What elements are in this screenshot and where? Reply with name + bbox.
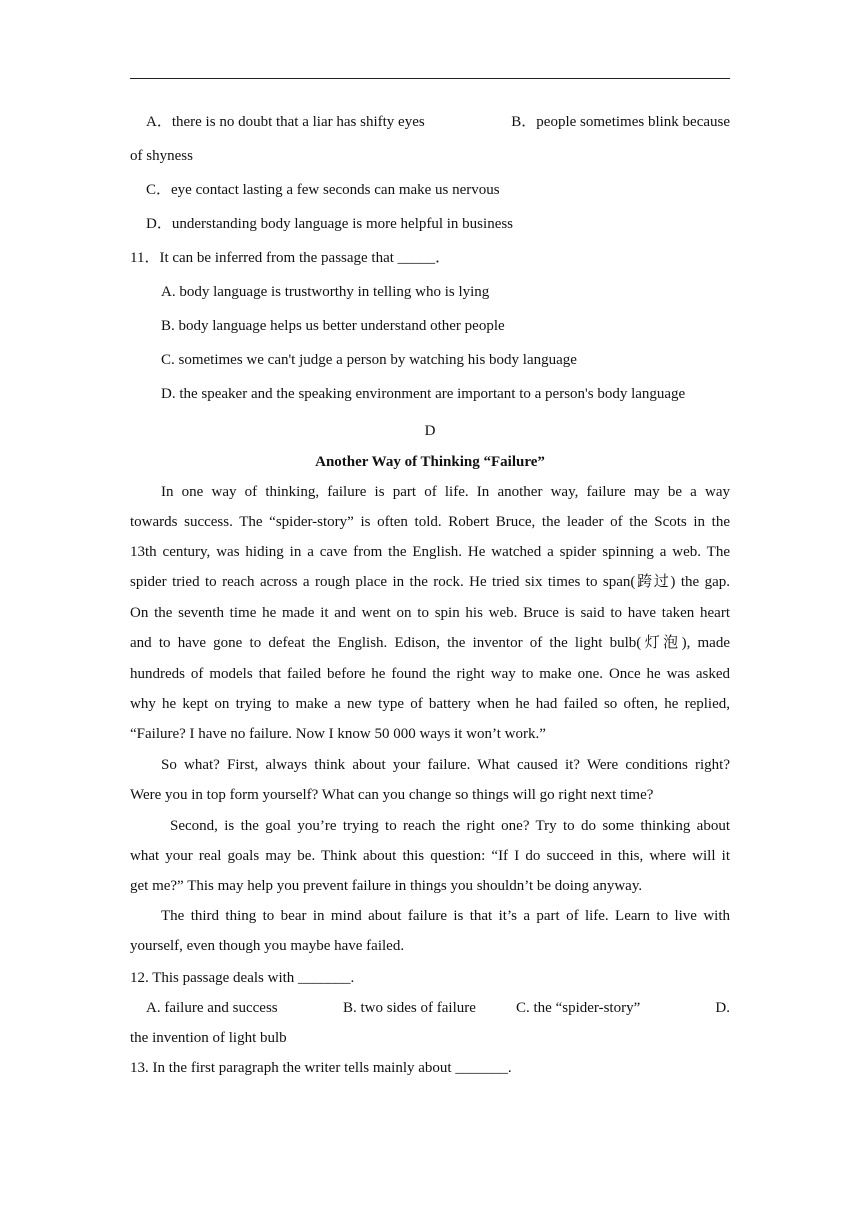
passage-title: Another Way of Thinking “Failure” [315,454,545,470]
q10-option-d[interactable]: D．understanding body language is more helpful in business [146,216,514,232]
header-rule [130,78,730,79]
q11-option-c[interactable]: C. sometimes we can't judge a person by watching his body language [161,352,577,368]
passage-line: spider tried to reach across a rough place in the rock. He tried six times to span(跨过) the gap. [130,574,730,590]
q12-option-d-continuation: the invention of light bulb [130,1030,287,1046]
passage-line: “Failure? I have no failure. Now I know 50 000 ways it won’t work.” [130,726,546,742]
q10-option-a[interactable]: A．there is no doubt that a liar has shifty eyes [146,114,425,130]
q11-option-b[interactable]: B. body language helps us better understand other people [161,318,505,334]
q12-option-c[interactable]: C. the “spider-story” [516,1000,641,1016]
passage-line: Second, is the goal you’re trying to reach the right one? Try to do some thinking about [170,818,730,834]
q10-option-b-continuation: of shyness [130,148,193,164]
q12-stem: 12. This passage deals with _______. [130,970,355,986]
q11-option-d[interactable]: D. the speaker and the speaking environment are important to a person's body language [161,386,686,402]
passage-line: The third thing to bear in mind about failure is that it’s a part of life. Learn to live with [161,908,730,924]
q12-option-d[interactable]: D. [715,1000,730,1016]
passage-line: why he kept on trying to make a new type of battery when he had failed so often, he replied, [130,696,730,712]
q10-option-c[interactable]: C．eye contact lasting a few seconds can make us nervous [146,182,500,198]
passage-line: 13th century, was hiding in a cave from the English. He watched a spider spinning a web. The [130,544,730,560]
passage-line: what your real goals may be. Think about this question: “If I do succeed in this, where will it [130,848,730,864]
passage-line: Were you in top form yourself? What can you change so things will go right next time? [130,787,654,803]
passage-line: hundreds of models that failed before he found the right way to make one. Once he was asked [130,666,730,682]
passage-line: So what? First, always think about your failure. What caused it? Were conditions right? [161,757,730,773]
passage-line: get me?” This may help you prevent failure in things you shouldn’t be doing anyway. [130,878,643,894]
passage-line: yourself, even though you maybe have failed. [130,938,405,954]
q11-stem: 11．It can be inferred from the passage that _____． [130,250,451,266]
section-label: D [424,423,436,439]
passage-line: towards success. The “spider-story” is often told. Robert Bruce, the leader of the Scots in the [130,514,730,530]
q13-stem: 13. In the first paragraph the writer tells mainly about _______. [130,1060,512,1076]
q11-option-a[interactable]: A. body language is trustworthy in telling who is lying [161,284,490,300]
passage-line: and to have gone to defeat the English. Edison, the inventor of the light bulb(灯泡), made [130,635,730,651]
q12-option-a[interactable]: A. failure and success [146,1000,278,1016]
q12-option-b[interactable]: B. two sides of failure [343,1000,476,1016]
q10-option-b[interactable]: B．people sometimes blink because [511,114,730,130]
passage-line: On the seventh time he made it and went on to spin his web. Bruce is said to have taken heart [130,605,730,621]
passage-line: In one way of thinking, failure is part of life. In another way, failure may be a way [161,484,730,500]
